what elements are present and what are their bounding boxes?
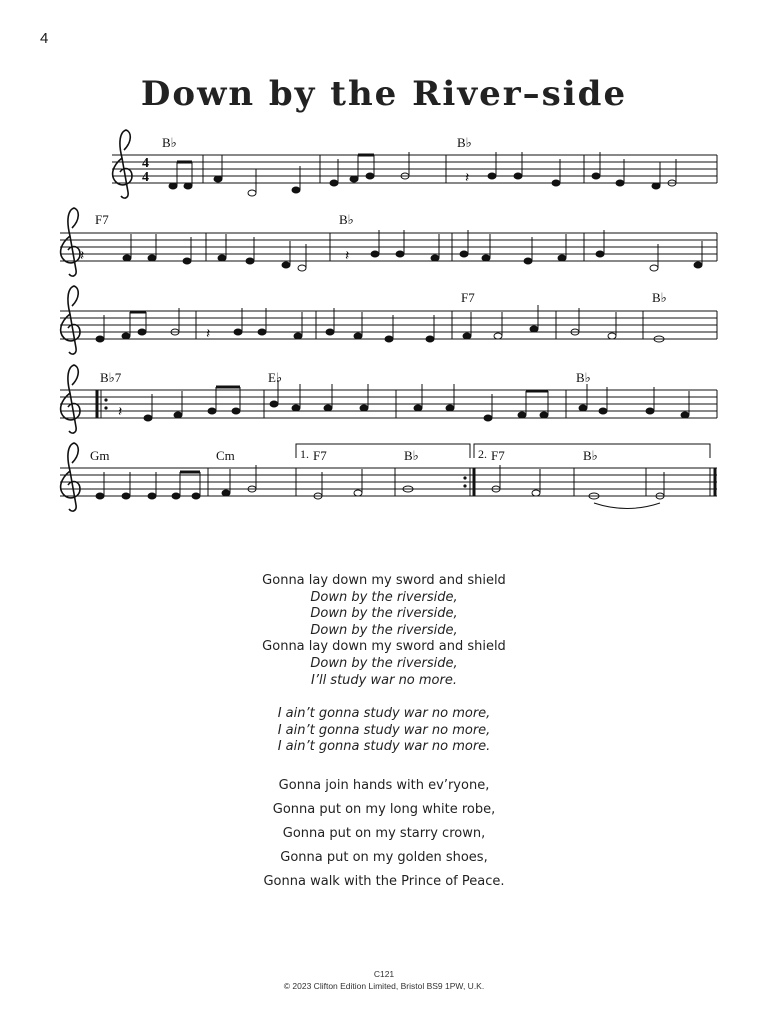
staff-5 [60, 443, 717, 511]
svg-text:𝄽: 𝄽 [118, 404, 123, 420]
lyric-line: I ain’t gonna study war no more, [277, 706, 491, 722]
verse-2 [0, 774, 768, 894]
footer [0, 968, 768, 992]
lyric-line: Down by the riverside, [310, 622, 458, 638]
treble-clef-icon [61, 286, 80, 354]
treble-clef-icon [61, 365, 80, 433]
chord-label: F7 [313, 448, 327, 463]
staff-2 [60, 208, 717, 276]
song-title: Down by the River–side [140, 74, 628, 114]
lyric-line: Down by the riverside, [310, 606, 458, 622]
treble-clef-icon [61, 443, 80, 511]
chord-label: B♭ [339, 212, 354, 227]
chord-label: E♭ [268, 370, 283, 385]
chord-label: B♭ [162, 135, 177, 150]
chord-label: B♭ [583, 448, 598, 463]
lyric-line: Gonna put on my starry crown, [282, 825, 486, 841]
lyrics [0, 573, 768, 894]
volta-label: 1. [300, 447, 309, 461]
staff-4 [60, 365, 717, 433]
chord-label: B♭ [652, 290, 667, 305]
treble-clef-icon [113, 130, 132, 198]
lyric-line: Gonna lay down my sword and shield [262, 573, 506, 588]
svg-text:4: 4 [142, 170, 149, 185]
chord-label: F7 [461, 290, 475, 305]
lyric-line: I ain’t gonna study war no more, [277, 722, 491, 738]
svg-text:𝄽: 𝄽 [206, 326, 211, 342]
catalog-code: C121 [373, 969, 395, 979]
chord-label: Gm [90, 448, 110, 463]
lyric-line: I ain’t gonna study war no more. [277, 739, 491, 755]
chord-label: B♭ [576, 370, 591, 385]
verse-1 [0, 573, 768, 689]
lyric-line: Gonna join hands with ev’ryone, [278, 777, 490, 793]
page-number: 4 [40, 30, 49, 47]
lyric-line: Gonna put on my long white robe, [272, 801, 496, 817]
svg-text:4: 4 [142, 156, 149, 171]
staff-1 [112, 130, 717, 198]
chord-label: F7 [491, 448, 505, 463]
svg-text:𝄽: 𝄽 [80, 248, 85, 264]
lyric-line: Down by the riverside, [310, 655, 458, 671]
lyric-line: Gonna put on my golden shoes, [280, 849, 488, 865]
chord-label: F7 [95, 212, 109, 227]
lyric-line: Gonna walk with the Prince of Peace. [263, 873, 505, 889]
treble-clef-icon [61, 208, 80, 276]
lyric-line: Down by the riverside, [310, 589, 458, 605]
staff-3 [60, 286, 717, 354]
chord-label: B♭7 [100, 370, 122, 385]
lyric-line: I’ll study war no more. [310, 672, 457, 688]
chord-label: B♭ [457, 135, 472, 150]
lyric-line: Gonna lay down my sword and shield [262, 639, 506, 655]
chord-label: B♭ [404, 448, 419, 463]
svg-text:𝄽: 𝄽 [465, 170, 470, 186]
svg-text:𝄽: 𝄽 [345, 248, 350, 264]
volta-label: 2. [478, 447, 487, 461]
chord-label: Cm [216, 448, 235, 463]
copyright-notice: © 2023 Clifton Edition Limited, Bristol BS9 1PW, U.K. [283, 981, 485, 991]
chorus [0, 706, 768, 756]
